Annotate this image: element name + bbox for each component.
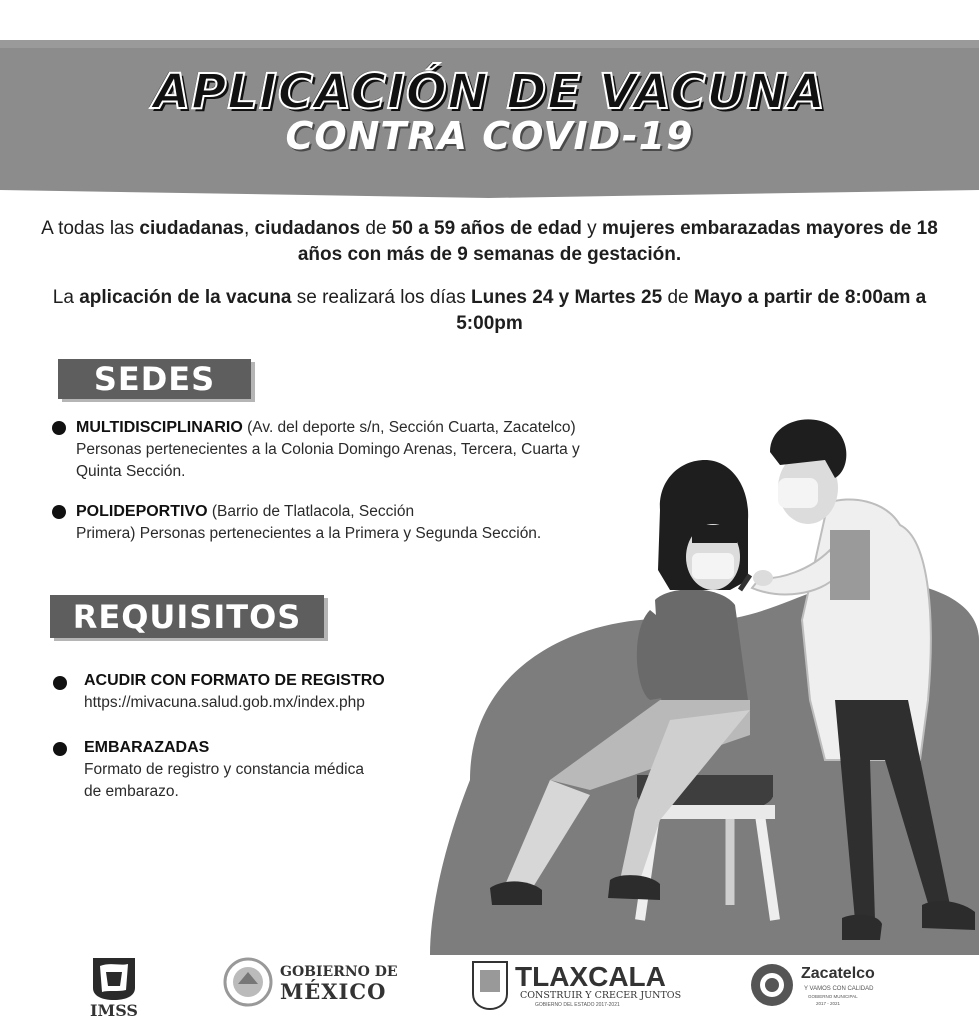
intro-strong: Lunes 24 y Martes 25 bbox=[471, 287, 663, 308]
footer-logos bbox=[0, 952, 979, 1024]
bullet-icon bbox=[52, 505, 66, 519]
zacatelco-logo bbox=[751, 964, 875, 1006]
intro-text: se realizará los días bbox=[291, 287, 472, 308]
requisito-description: de embarazo. bbox=[84, 783, 179, 800]
requisito-description: Formato de registro y constancia médica bbox=[84, 761, 364, 778]
bullet-icon bbox=[52, 421, 66, 435]
vaccination-illustration bbox=[430, 400, 979, 955]
requisito-name: ACUDIR CON FORMATO DE REGISTRO bbox=[84, 672, 385, 689]
sede-address: (Av. del deporte s/n, Sección Cuarta, Zacatelco) bbox=[247, 419, 576, 436]
intro-text: , bbox=[243, 218, 255, 239]
tlaxcala-small: GOBIERNO DEL ESTADO 2017-2021 bbox=[535, 1002, 620, 1008]
requisito-item-embarazadas bbox=[84, 737, 484, 803]
intro-paragraph-schedule bbox=[20, 285, 959, 337]
intro-text: de bbox=[360, 218, 392, 239]
sedes-heading: SEDES bbox=[58, 359, 251, 399]
page-subtitle: CONTRA COVID-19 bbox=[285, 114, 694, 158]
intro-strong: aplicación de la vacuna bbox=[79, 287, 292, 308]
intro-text: y bbox=[581, 218, 602, 239]
registration-url: https://mivacuna.salud.gob.mx/index.php bbox=[84, 694, 365, 711]
sede-item-multidisciplinario bbox=[76, 417, 736, 483]
sede-item-polideportivo bbox=[76, 501, 676, 545]
intro-text: A todas las bbox=[41, 218, 140, 239]
intro-text: La bbox=[52, 287, 80, 308]
intro-paragraph-audience bbox=[20, 216, 959, 268]
bullet-icon bbox=[53, 742, 67, 756]
zacatelco-small2: 2017 - 2021 bbox=[816, 1001, 841, 1006]
intro-strong: mujeres embarazadas mayores de 18 años con más de 9 semanas de gestación. bbox=[297, 218, 938, 265]
bullet-icon bbox=[53, 676, 67, 690]
tlaxcala-slogan: CONSTRUIR Y CRECER JUNTOS bbox=[520, 990, 682, 1001]
imss-label: IMSS bbox=[90, 1001, 138, 1020]
sede-address: (Barrio de Tlatlacola, Sección bbox=[211, 503, 415, 520]
intro-strong: ciudadanos bbox=[254, 218, 361, 239]
requisito-item-formato bbox=[84, 670, 484, 714]
gobierno-line1: GOBIERNO DE bbox=[280, 964, 398, 980]
zacatelco-name: Zacatelco bbox=[801, 965, 875, 982]
gobierno-mexico-logo bbox=[225, 959, 398, 1005]
gobierno-line2: MÉXICO bbox=[280, 979, 387, 1004]
intro-strong: ciudadanas bbox=[139, 218, 244, 239]
tlaxcala-logo bbox=[473, 961, 681, 1009]
intro-strong: Mayo a partir de 8:00am a 5:00pm bbox=[456, 287, 927, 334]
intro-strong: 50 a 59 años de edad bbox=[391, 218, 582, 239]
sede-description: Primera) Personas pertenecientes a la Primera y Segunda Sección. bbox=[76, 525, 542, 542]
tlaxcala-name: TLAXCALA bbox=[515, 961, 666, 992]
sede-description: Personas pertenecientes a la Colonia Domingo Arenas, Tercera, Cuarta y bbox=[76, 441, 580, 458]
sede-description: Quinta Sección. bbox=[76, 463, 186, 480]
zacatelco-small1: GOBIERNO MUNICIPAL bbox=[808, 994, 858, 999]
requisitos-heading: REQUISITOS bbox=[50, 595, 324, 638]
requisito-name: EMBARAZADAS bbox=[84, 739, 210, 756]
sede-name: MULTIDISCIPLINARIO bbox=[76, 419, 243, 436]
imss-logo bbox=[90, 958, 138, 1020]
sede-name: POLIDEPORTIVO bbox=[76, 503, 208, 520]
page-title: APLICACIÓN DE VACUNA bbox=[153, 64, 826, 120]
zacatelco-slogan: Y VAMOS CON CALIDAD bbox=[804, 986, 874, 992]
intro-text: de bbox=[662, 287, 694, 308]
